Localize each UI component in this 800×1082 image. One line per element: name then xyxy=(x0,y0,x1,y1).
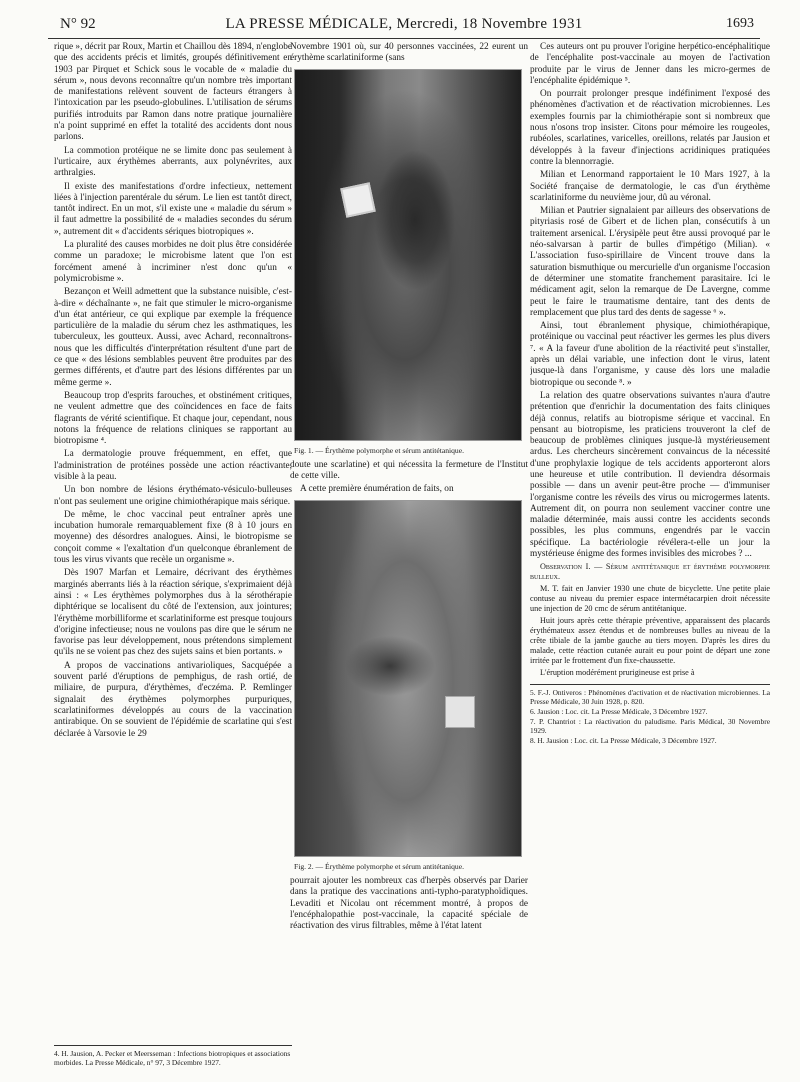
paragraph: Dès 1907 Marfan et Lemaire, décrivant des érythèmes marginés aberrants liés à la réaction sérique, s'exprimaient déjà ainsi : « Les érythèmes polymorphes dus à la sérothérapie diphtérique se localisent du côté de l'extension, aux jointures; l'érythème morbilliforme et scarlatiniforme est presque toujours d'origine infectieuse; nous ne voulons pas dire que le sérum ne favorise pas leur développement, nous prétendons simplement qu'ils ne se voient pas chez des sujets sains et bien portants. » xyxy=(54,568,292,658)
paragraph: On pourrait prolonger presque indéfiniment l'exposé des phénomènes d'activation et de réactivation microbiennes. Les exemples fournis par la chimiothérapie sont si nombreux que nous n'osons trop insister. Citons pour mémoire les rougeoles, rubéoles, scarlatines, varicelles, oreillons, relatés par Jausion et développés à la faveur d'injections acridiniques pratiquées contre la blennorragie. xyxy=(530,89,770,167)
paragraph: Un bon nombre de lésions érythémato-vésiculo-bulleuses n'ont pas seulement une origine chimiothérapique mais sérique. xyxy=(54,485,292,507)
journal-title: LA PRESSE MÉDICALE, Mercredi, 18 Novembre 1931 xyxy=(225,16,583,32)
observation-paragraph: Huit jours après cette thérapie préventive, apparaissent des placards érythémateux assez étendus et de nombreuses bulles au niveau de la crête tibiale de la jambe gauche au tiers moyen. D'après les dires du malade, cette réaction cutanée aurait eu pour point de départ une zone irritée par le frottement d'un fixe-chaussette. xyxy=(530,616,770,666)
page-header xyxy=(48,14,760,39)
observation-paragraph: M. T. fait en Janvier 1930 une chute de bicyclette. Une petite plaie contuse au niveau du premier espace intermétacarpien droit nécessite une injection de 20 cmc de sérum antitétanique. xyxy=(530,584,770,614)
column-right xyxy=(530,42,770,1082)
footnote-7: 7. P. Chantriot : La réactivation du paludisme. Paris Médical, 30 Novembre 1929. xyxy=(530,717,770,736)
footnote-6: 6. Jausion : Loc. cit. La Presse Médicale, 3 Décembre 1927. xyxy=(530,707,708,717)
paragraph: Novembre 1901 où, sur 40 personnes vaccinées, 22 eurent un érythème scarlatiniforme (sans xyxy=(290,42,528,64)
label-tag-icon xyxy=(340,182,376,218)
paragraph: doute une scarlatine) et qui nécessita la fermeture de l'Institut de cette ville. xyxy=(290,459,528,482)
column-left xyxy=(54,42,292,1042)
label-tag-icon xyxy=(445,696,475,728)
paragraph: Milian et Pautrier signalaient par ailleurs des observations de pityriasis rosé de Gibert et de lichen plan, consécutifs à un traitement arsenical. L'érysipèle peut être aussi provoqué par le néo-salvarsan à partir de bulles d'impétigo (Milian). « L'association fuso-spirillaire de Vincent trouve dans la saturation bismuthique ou mercurielle d'un organisme l'occasion de déterminer une stomatite franchement parasitaire. Ici le médicament agit, selon la remarque de De Lavergne, comme peut le faire le traumatisme dentaire, tant des dents de remplacement que plus tard des dents de sagesse ⁶ ». xyxy=(530,206,770,318)
paragraph: La dermatologie prouve fréquemment, en effet, que l'administration de protéines possède une action réactivante, visible à la peau. xyxy=(54,449,292,482)
observation-paragraph: L'éruption modérément prurigineuse est prise à xyxy=(540,668,695,678)
paragraph: pourrait ajouter les nombreux cas d'herpès observés par Darier dans la pratique des vaccinations anti-typho-paratyphoïdiques. Levaditi et Nicolau ont récemment montré, à propos de l'encéphalopathie post-vaccinale, la capacité spéciale de réactivation des virus filtrables, même à l'état latent xyxy=(290,876,528,932)
page-number: 1693 xyxy=(726,16,754,31)
column-middle xyxy=(290,42,528,1082)
issue-number: N° 92 xyxy=(60,16,96,32)
footnotes xyxy=(530,684,770,745)
paragraph: La relation des quatre observations suivantes n'aura d'autre prétention que d'enrichir la documentation des faits cliniques déjà connus, relatifs au biotropisme sérique et vaccinal. En pensant au biotropisme, les praticiens trouveront la clef de beaucoup de problèmes cliniques jusque-là mystérieusement ardus. Les chercheurs sincèrement convaincus de la nécessité d'une prophylaxie logique de tels accidents apporteront alors une heureuse et utile contribution. Il deviendra désormais possible — dans un avenir peut-être proche — d'immuniser l'organisme contre les réveils des virus ou microgermes latents. Autrement dit, on pourra non seulement vacciner contre une maladie déterminée, mais aussi contre les accidents seconds possibles, les plus communs, engendrés par le vaccin spécifique. La bactériologie révélera-t-elle un jour la mystérieuse énigme des formes invisibles des microbes ? ... xyxy=(530,390,770,560)
observation-heading: Observation I. — Sérum antitétanique et érythème polymorphe bulleux. xyxy=(530,562,770,582)
paragraph: Ainsi, tout ébranlement physique, chimiothérapique, protéinique ou vaccinal peut réactiver les germes les plus divers ⁷. « A la faveur d'une abolition de la réactivité peut s'installer, après un délai variable, une infection dont le virus, latent jusque-là dans l'organisme, y cause dès lors une maladie biotropique ou seconde ⁸. » xyxy=(530,321,770,388)
paragraph: La commotion protéique ne se limite donc pas seulement à l'urticaire, aux érythèmes aberrants, aux polynévrites, aux arthralgies. xyxy=(54,145,292,179)
figure-2-caption: Fig. 2. — Érythème polymorphe et sérum antitétanique. xyxy=(294,861,464,871)
paragraph: A cette première énumération de faits, on xyxy=(300,484,454,495)
figure-1-caption: Fig. 1. — Érythème polymorphe et sérum antitétanique. xyxy=(294,445,464,455)
paragraph: Beaucoup trop d'esprits farouches, et obstinément critiques, ne veulent admettre que des coïncidences en face de faits flagrants de vérité scientifique. Et chaque jour, cependant, nous notons la fréquence de relations cliniques se rapportant au biotropisme ⁴. xyxy=(54,390,292,447)
footnote-4: 4. H. Jausion, A. Pecker et Meersseman : Infections biotropiques et associations morbides. La Presse Médicale, n° 97, 3 Décembre 1927. xyxy=(54,1045,292,1067)
leg-erythema-photo xyxy=(295,70,521,440)
paragraph: Bezançon et Weill admettent que la substance nuisible, c'est-à-dire « déchaînante », ne fait que stimuler le micro-organisme d'un état antérieur, ce qui explique par exemple la fréquence particulière de la maladie du sérum chez les asthmatiques, les tuberculeux, les goutteux. Aussi, avec Achard, reconnaîtrons-nous que les difficultés d'interprétation résultent d'une part de ce que « des lésions semblables peuvent être produites par des germes différents, et d'autre part des lésions différentes par un même germe ». xyxy=(54,287,292,388)
figure-2-photo xyxy=(294,500,522,857)
skin-lesion-photo xyxy=(295,501,521,856)
footnote-8: 8. H. Jausion : Loc. cit. La Presse Médicale, 3 Décembre 1927. xyxy=(530,736,717,746)
paragraph: A propos de vaccinations antivarioliques, Sacquépée a souvent parlé d'éruptions de pemphigus, de rash ortié, de miliaire, de purpura, d'érythèmes, d'eczéma. P. Remlinger signalait des érythèmes polymorphes purpuriques, scarlatiniformes développés au cours de la vaccination antirabique. On se souvient de l'épidémie de scarlatine qui s'est déclarée à Varsovie le 29 xyxy=(54,660,292,739)
figure-1-photo xyxy=(294,69,522,441)
footnote-5: 5. F.-J. Ontiveros : Phénomènes d'activation et de réactivation microbiennes. La Presse Médicale, 30 Juin 1928, p. 820. xyxy=(530,688,770,707)
paragraph: Il existe des manifestations d'ordre infectieux, nettement liées à l'injection parentérale du sérum. Le lien est tantôt direct, tantôt indirect. En un mot, s'il existe une « maladie du sérum » il faut admettre la possibilité de « maladies secondes du sérum », autrement dit « d'accidents sériques biotropiques ». xyxy=(54,181,292,237)
paragraph: De même, le choc vaccinal peut entraîner après une incubation humorale remarquablement fixe (8 à 10 jours en moyenne) des désordres analogues. Ainsi, le biotropisme se conçoit comme « l'exaltation d'un quelconque ébranlement de tous les virus vivants que recèle un organisme ». xyxy=(54,509,292,566)
paragraph: Ces auteurs ont pu prouver l'origine herpético-encéphalitique de l'encéphalite post-vaccinale au moyen de l'activation produite par le virus de Jenner dans les micro-germes de l'encéphalite épidémique ⁵. xyxy=(530,42,770,86)
paragraph: La pluralité des causes morbides ne doit plus être considérée comme un paradoxe; le microbisme latent que l'on est forcément amené à incriminer n'est donc qu'un « polymicrobisme ». xyxy=(54,240,292,284)
paragraph: rique », décrit par Roux, Martin et Chaillou dès 1894, n'englobe que des accidents précis et limités, groupés définitivement en 1903 par Pirquet et Schick sous le vocable de « maladie du sérum », nous devons reconnaître qu'un nombre très important de manifestations relèvent souvent de facteurs étrangers à l'intoxication par les pseudo-globulines. L'utilisation de sérums purifiés introduits par Ramon dans notre pratique journalière n'a point supprimé en effet la totalité des accidents dont nous parlons. xyxy=(54,42,292,143)
paragraph: Milian et Lenormand rapportaient le 10 Mars 1927, à la Société française de dermatologie, le cas d'un érythème scarlatiniforme du neuvième jour, dû au véronal. xyxy=(530,170,770,203)
